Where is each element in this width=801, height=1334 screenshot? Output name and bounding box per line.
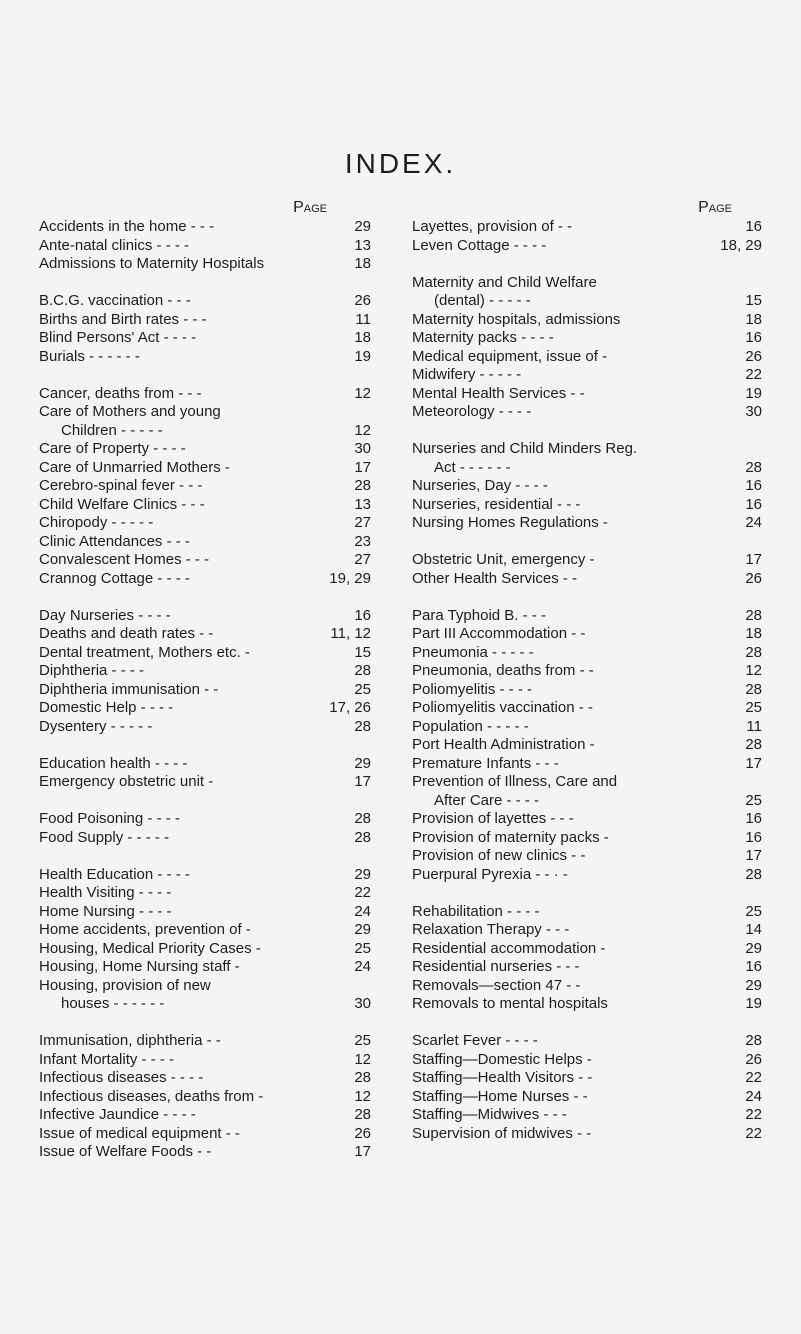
index-entry-page: 24 [354, 902, 371, 920]
index-entry [412, 218, 762, 237]
index-entry [39, 496, 389, 515]
index-entry [39, 1051, 389, 1070]
index-entry [39, 348, 389, 367]
index-entry-label: Act - - - - - - [434, 458, 511, 476]
index-entry-label: Housing, Medical Priority Cases - [39, 939, 261, 957]
index-entry [39, 385, 389, 404]
index-entry-label: Care of Unmarried Mothers - [39, 458, 230, 476]
index-entry [39, 977, 389, 996]
index-entry-label: Poliomyelitis vaccination - - [412, 699, 593, 716]
index-entry-label: Home Nursing - - - - [39, 902, 172, 920]
index-entry-label: Removals—section 47 - - [412, 976, 581, 994]
index-entry-label: Maternity packs - - - - [412, 329, 554, 346]
index-entry-page: 17 [354, 773, 371, 790]
index-entry-label: Health Visiting - - - - [39, 884, 172, 901]
index-entry-label: Nurseries, Day - - - - [412, 477, 548, 494]
index-entry-label: Infant Mortality - - - - [39, 1050, 175, 1068]
index-entry [412, 440, 762, 459]
index-entry-label: Medical equipment, issue of - [412, 347, 608, 365]
index-entry-page: 25 [354, 939, 371, 957]
index-entry-label: Nurseries and Child Minders Reg. [412, 440, 638, 457]
index-entry [39, 1069, 389, 1088]
index-entry-page: 22 [745, 1106, 762, 1123]
index-entry-label: Population - - - - - [412, 717, 529, 735]
index-entry-label: Relaxation Therapy - - - [412, 921, 570, 938]
index-entry-label: Food Supply - - - - - [39, 828, 170, 846]
index-entry [412, 570, 762, 589]
index-entry-label: Maternity hospitals, admissions [412, 310, 621, 328]
index-entry-label: Removals to mental hospitals [412, 995, 608, 1012]
index-entry-label: Obstetric Unit, emergency - [412, 551, 595, 568]
index-entry-label: Meteorology - - - - [412, 403, 532, 420]
index-entry [39, 718, 389, 737]
index-entry-label: Dental treatment, Mothers etc. - [39, 643, 250, 661]
index-entry [412, 810, 762, 829]
index-entry [412, 699, 762, 718]
index-entry [412, 903, 762, 922]
index-entry-page: 24 [354, 958, 371, 975]
index-entry-label: Food Poisoning - - - - [39, 810, 180, 827]
index-entry [39, 866, 389, 885]
index-entry-label: Cerebro-spinal fever - - - [39, 477, 203, 494]
index-entry-page: 24 [745, 514, 762, 531]
index-entry-label: Births and Birth rates - - - [39, 310, 207, 328]
index-entry-page: 29 [745, 939, 762, 957]
index-entry-page: 18, 29 [720, 236, 762, 254]
index-entry-label: Staffing—Home Nurses - - [412, 1087, 588, 1105]
index-entry [412, 348, 762, 367]
index-entry-page: 22 [745, 366, 762, 383]
index-entry [39, 570, 389, 589]
index-entry-page: 29 [354, 865, 371, 883]
index-entry-page: 26 [354, 1124, 371, 1142]
section-gap [39, 736, 389, 755]
index-entry [39, 551, 389, 570]
index-entry [412, 681, 762, 700]
index-entry-page: 25 [745, 902, 762, 920]
index-entry-page: 28 [354, 810, 371, 827]
index-entry [412, 921, 762, 940]
index-entry-label: Staffing—Domestic Helps - [412, 1050, 592, 1068]
index-entry-label: Crannog Cottage - - - - [39, 569, 190, 587]
index-entry-label: Emergency obstetric unit - [39, 773, 214, 790]
index-entry-label: Blind Persons' Act - - - - [39, 329, 197, 346]
index-entry [412, 551, 762, 570]
index-entry-page: 16 [745, 218, 762, 235]
index-entry [39, 514, 389, 533]
index-entry-label: Supervision of midwives - - [412, 1124, 592, 1142]
index-entry [412, 385, 762, 404]
index-entry-page: 18 [354, 255, 371, 272]
index-entry-label: Staffing—Midwives - - - [412, 1106, 567, 1123]
index-entry [39, 625, 389, 644]
index-entry [39, 1125, 389, 1144]
index-entry-page: 18 [354, 329, 371, 346]
index-entry-page: 16 [354, 606, 371, 624]
index-entry-label: Cancer, deaths from - - - [39, 384, 202, 402]
index-entry-page: 26 [745, 347, 762, 365]
index-entry-label: Day Nurseries - - - - [39, 606, 171, 624]
index-entry-page: 30 [745, 403, 762, 420]
index-entry [412, 866, 762, 885]
index-entry-page: 17 [354, 458, 371, 476]
section-gap [412, 588, 762, 607]
index-entry-page: 17 [745, 754, 762, 772]
page-column-heading: Page [293, 199, 327, 216]
index-entry-page: 29 [354, 218, 371, 235]
index-entry-page: 28 [745, 680, 762, 698]
index-entry-page: 27 [354, 551, 371, 568]
index-entry-label: Housing, provision of new [39, 976, 211, 994]
index-entry-label: Prevention of Illness, Care and [412, 773, 618, 790]
index-entry-label: Dysentery - - - - - [39, 717, 153, 735]
index-entry-label: Pneumonia, deaths from - - [412, 662, 594, 679]
index-entry [39, 699, 389, 718]
index-entry [412, 311, 762, 330]
index-entry-page: 15 [354, 643, 371, 661]
index-entry [39, 422, 389, 441]
index-entry-page: 28 [745, 736, 762, 753]
index-entry [39, 921, 389, 940]
index-entry-label: Convalescent Homes - - - [39, 551, 210, 568]
index-entry-label: Health Education - - - - [39, 865, 190, 883]
index-entry-label: Residential accommodation - [412, 939, 606, 957]
section-gap [39, 366, 389, 385]
index-entry-label: Accidents in the home - - - [39, 218, 215, 235]
index-entry [39, 1032, 389, 1051]
index-entry [412, 477, 762, 496]
index-entry [39, 681, 389, 700]
index-entry [412, 1032, 762, 1051]
index-entry-page: 16 [745, 958, 762, 975]
index-entry-label: Maternity and Child Welfare [412, 273, 597, 291]
index-entry-label: Part III Accommodation - - [412, 625, 586, 642]
index-entry-page: 15 [745, 292, 762, 309]
index-entry-page: 28 [745, 643, 762, 661]
index-entry-page: 28 [745, 458, 762, 476]
page-title: INDEX. [344, 148, 457, 179]
index-entry [39, 292, 389, 311]
index-entry-page: 29 [354, 921, 371, 938]
index-entry-label: Provision of maternity packs - [412, 828, 609, 846]
index-entry-label: Nursing Homes Regulations - [412, 514, 608, 531]
index-entry-label: Issue of medical equipment - - [39, 1124, 240, 1142]
index-entry-label: Scarlet Fever - - - - [412, 1032, 538, 1049]
index-entry-label: Infectious diseases - - - - [39, 1069, 204, 1086]
index-entry-label: Infective Jaundice - - - - [39, 1106, 196, 1123]
index-entry-page: 28 [745, 1032, 762, 1049]
index-entry-page: 13 [354, 236, 371, 254]
index-entry-page: 19, 29 [329, 569, 371, 587]
index-entry-label: Housing, Home Nursing staff - [39, 958, 240, 975]
index-entry [412, 292, 762, 311]
index-entry-page: 26 [745, 1050, 762, 1068]
index-entry [412, 459, 762, 478]
index-entry-label: Children - - - - - [61, 421, 163, 439]
index-entry-page: 19 [745, 995, 762, 1012]
index-entry [412, 718, 762, 737]
index-column-right [412, 198, 762, 1143]
index-entry [412, 1051, 762, 1070]
index-entry [39, 958, 389, 977]
index-column-left [39, 198, 389, 1162]
index-entry [412, 274, 762, 293]
index-entry [412, 847, 762, 866]
index-entry-page: 19 [354, 347, 371, 365]
index-entry-page: 25 [354, 680, 371, 698]
page-column-heading: Page [698, 199, 732, 216]
index-entry-page: 27 [354, 514, 371, 531]
index-entry-label: Staffing—Health Visitors - - [412, 1069, 593, 1086]
index-entry-page: 29 [745, 976, 762, 994]
index-entry [39, 829, 389, 848]
index-entry-label: Provision of layettes - - - [412, 810, 574, 827]
index-entry [412, 977, 762, 996]
index-entry-label: Layettes, provision of - - [412, 218, 573, 235]
index-entry-label: Clinic Attendances - - - [39, 532, 190, 550]
index-entry-label: Puerpural Pyrexia - - · - [412, 865, 568, 883]
section-gap [39, 1014, 389, 1033]
index-entry-page: 12 [354, 1087, 371, 1105]
index-entry [412, 329, 762, 348]
index-entry [412, 237, 762, 256]
index-entry-page: 22 [745, 1069, 762, 1086]
index-entry-label: Port Health Administration - [412, 736, 595, 753]
index-entry-page: 30 [354, 995, 371, 1012]
index-entry-page: 28 [354, 662, 371, 679]
index-entry-label: Home accidents, prevention of - [39, 921, 251, 938]
index-entry [39, 644, 389, 663]
index-entry-label: Provision of new clinics - - [412, 847, 586, 864]
index-entry-label: Care of Property - - - - [39, 440, 186, 457]
index-entry-page: 12 [354, 384, 371, 402]
index-entry [412, 403, 762, 422]
index-entry [412, 625, 762, 644]
index-entry-page: 29 [354, 754, 371, 772]
index-entry [39, 755, 389, 774]
section-gap [412, 1014, 762, 1033]
index-entry [412, 607, 762, 626]
index-entry [412, 514, 762, 533]
index-entry-label: Child Welfare Clinics - - - [39, 495, 205, 513]
index-entry-label: Burials - - - - - - [39, 347, 140, 365]
index-entry [412, 773, 762, 792]
index-entry-page: 17, 26 [329, 699, 371, 716]
index-entry-page: 17 [354, 1143, 371, 1160]
index-entry-page: 30 [354, 440, 371, 457]
section-gap [412, 884, 762, 903]
index-entry-label: Diphtheria - - - - [39, 662, 145, 679]
index-entry [39, 218, 389, 237]
index-entry-page: 28 [354, 477, 371, 494]
index-entry-label: (dental) - - - - - [434, 292, 531, 309]
index-entry [412, 958, 762, 977]
index-entry-page: 16 [745, 477, 762, 494]
index-entry [412, 995, 762, 1014]
index-entry-label: Poliomyelitis - - - - [412, 680, 533, 698]
section-gap [39, 792, 389, 811]
index-entry-page: 12 [354, 421, 371, 439]
section-gap [412, 422, 762, 441]
index-entry [39, 403, 389, 422]
index-entry-page: 16 [745, 810, 762, 827]
index-entry-page: 16 [745, 495, 762, 513]
index-entry-page: 18 [745, 625, 762, 642]
index-entry-page: 28 [354, 1069, 371, 1086]
index-entry-page: 19 [745, 384, 762, 402]
index-entry-label: Pneumonia - - - - - [412, 643, 534, 661]
index-entry-page: 18 [745, 310, 762, 328]
index-entry [39, 884, 389, 903]
index-entry-page: 25 [745, 791, 762, 809]
index-entry-page: 23 [354, 532, 371, 550]
index-entry-label: Domestic Help - - - - [39, 699, 174, 716]
index-entry [39, 1106, 389, 1125]
index-entry-page: 26 [354, 292, 371, 309]
index-entry-label: Admissions to Maternity Hospitals [39, 255, 265, 272]
section-gap [39, 847, 389, 866]
index-entry-page: 11 [355, 310, 371, 328]
index-entry-label: Immunisation, diphtheria - - [39, 1032, 221, 1049]
index-entry [39, 440, 389, 459]
index-entry [412, 644, 762, 663]
index-entry-label: Rehabilitation - - - - [412, 902, 540, 920]
index-entry-label: B.C.G. vaccination - - - [39, 292, 191, 309]
index-entry-page: 17 [745, 551, 762, 568]
index-entry [412, 792, 762, 811]
index-entry-page: 11, 12 [330, 625, 371, 642]
index-entry-label: After Care - - - - [434, 791, 540, 809]
index-entry [39, 662, 389, 681]
index-entry-label: Mental Health Services - - [412, 384, 585, 402]
index-entry-page: 11 [746, 717, 762, 735]
index-entry-label: houses - - - - - - [61, 995, 165, 1012]
index-entry-label: Midwifery - - - - - [412, 366, 522, 383]
index-entry-page: 14 [745, 921, 762, 938]
index-entry-label: Care of Mothers and young [39, 403, 221, 420]
index-entry-page: 28 [745, 865, 762, 883]
index-entry [412, 1106, 762, 1125]
index-entry [412, 366, 762, 385]
index-entry [39, 1088, 389, 1107]
index-entry-label: Leven Cottage - - - - [412, 236, 547, 254]
index-entry [39, 810, 389, 829]
index-entry-label: Education health - - - - [39, 754, 188, 772]
index-entry [39, 1143, 389, 1162]
index-entry-label: Residential nurseries - - - [412, 958, 580, 975]
section-gap [39, 274, 389, 293]
index-entry [39, 533, 389, 552]
index-entry [412, 1125, 762, 1144]
index-entry-page: 24 [745, 1087, 762, 1105]
section-gap [39, 588, 389, 607]
index-entry-page: 17 [745, 847, 762, 864]
index-entry-page: 25 [745, 699, 762, 716]
index-entry-label: Issue of Welfare Foods - - [39, 1143, 212, 1160]
index-entry [412, 755, 762, 774]
index-entry [412, 1088, 762, 1107]
index-entry [39, 773, 389, 792]
index-entry-label: Infectious diseases, deaths from - [39, 1087, 264, 1105]
index-entry [39, 477, 389, 496]
index-entry-page: 13 [354, 495, 371, 513]
index-entry [412, 1069, 762, 1088]
index-entry [39, 255, 389, 274]
index-entry-label: Premature Infants - - - [412, 754, 559, 772]
index-entry-label: Deaths and death rates - - [39, 625, 214, 642]
index-entry-page: 22 [745, 1124, 762, 1142]
index-entry [412, 940, 762, 959]
index-entry [39, 607, 389, 626]
index-entry-label: Para Typhoid B. - - - [412, 606, 546, 624]
index-entry [39, 459, 389, 478]
index-entry [39, 903, 389, 922]
index-entry-label: Other Health Services - - [412, 569, 578, 587]
index-entry-page: 16 [745, 329, 762, 346]
index-entry [39, 995, 389, 1014]
index-entry [39, 237, 389, 256]
index-entry [412, 496, 762, 515]
section-gap [412, 533, 762, 552]
index-entry-page: 12 [745, 662, 762, 679]
index-entry-page: 28 [354, 1106, 371, 1123]
index-entry-label: Chiropody - - - - - [39, 514, 154, 531]
index-entry-page: 12 [354, 1050, 371, 1068]
index-entry-page: 28 [354, 717, 371, 735]
index-entry-label: Nurseries, residential - - - [412, 495, 581, 513]
index-entry [412, 829, 762, 848]
index-entry [39, 329, 389, 348]
index-entry-page: 25 [354, 1032, 371, 1049]
index-entry [39, 940, 389, 959]
index-entry [412, 736, 762, 755]
index-entry [412, 662, 762, 681]
index-entry-label: Diphtheria immunisation - - [39, 680, 219, 698]
index-entry-page: 16 [745, 828, 762, 846]
index-entry-page: 28 [354, 828, 371, 846]
index-entry-label: Ante-natal clinics - - - - [39, 236, 190, 254]
index-entry [39, 311, 389, 330]
section-gap [412, 255, 762, 274]
index-entry-page: 26 [745, 569, 762, 587]
index-entry-page: 28 [745, 606, 762, 624]
index-entry-page: 22 [354, 884, 371, 901]
